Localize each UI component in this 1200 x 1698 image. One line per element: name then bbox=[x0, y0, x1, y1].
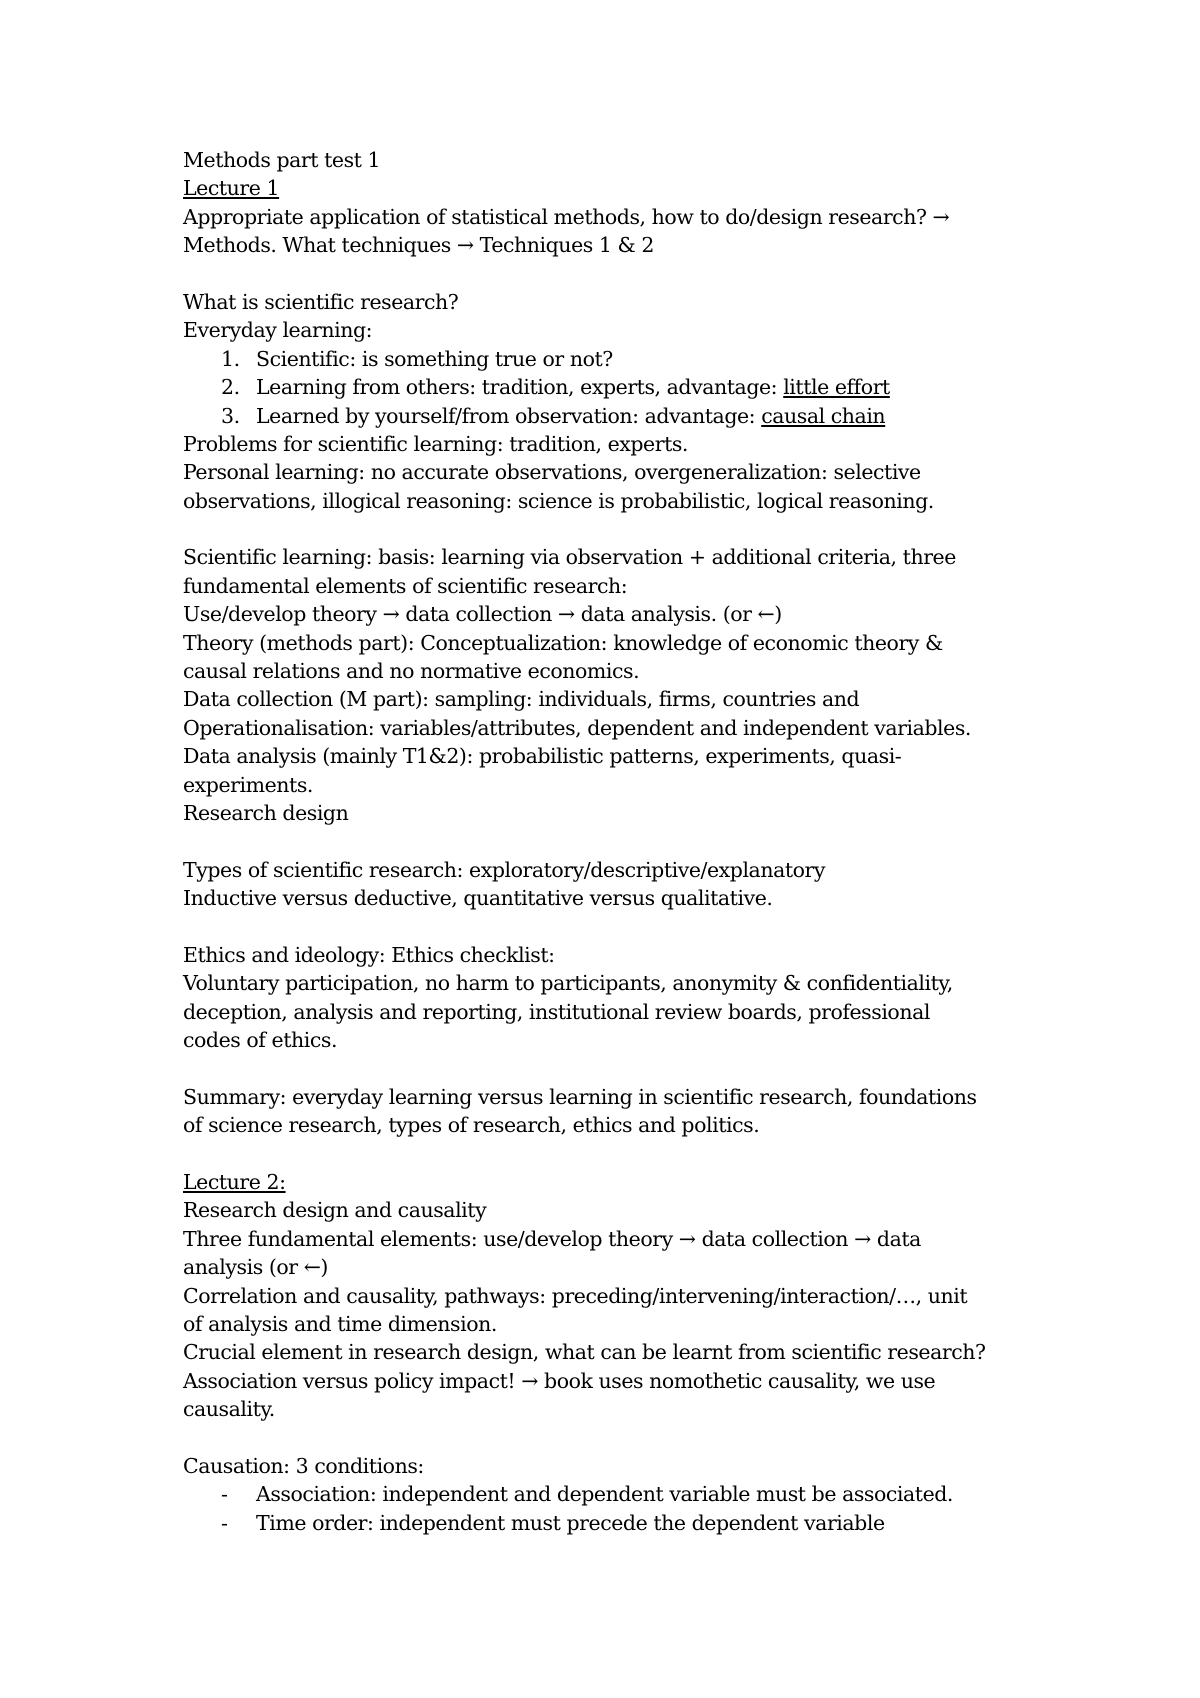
paragraph-line: Research design and causality bbox=[183, 1198, 487, 1223]
paragraph-line: Crucial element in research design, what can be learnt from scientific research? bbox=[183, 1340, 986, 1365]
paragraph-line: Methods. What techniques → Techniques 1 & 2 bbox=[183, 233, 654, 258]
list-item bbox=[183, 1480, 1083, 1508]
paragraph-line: Summary: everyday learning versus learning in scientific research, foundations bbox=[183, 1084, 977, 1109]
list-item bbox=[183, 1509, 1083, 1537]
list-item-text: Learning from others: tradition, experts, advantage: bbox=[256, 375, 784, 400]
list-item bbox=[183, 345, 1083, 373]
paragraph-line: Causation: 3 conditions: bbox=[183, 1453, 424, 1478]
paragraph-line: experiments. bbox=[183, 772, 313, 797]
underlined-text: little effort bbox=[783, 375, 890, 400]
paragraph-line: Appropriate application of statistical methods, how to do/design research? → bbox=[183, 204, 950, 229]
paragraph-line: causality. bbox=[183, 1397, 275, 1422]
dash-bullet: - bbox=[221, 1510, 228, 1535]
list-item-text: Time order: independent must precede the dependent variable bbox=[256, 1510, 885, 1535]
document-title: Methods part test 1 bbox=[183, 148, 381, 172]
list-item-text: Scientific: is something true or not? bbox=[256, 346, 613, 371]
document-body bbox=[183, 146, 1083, 1537]
paragraph-line: Everyday learning: bbox=[183, 318, 373, 343]
paragraph-line: Association versus policy impact! → book uses nomothetic causality, we use bbox=[183, 1368, 936, 1393]
lecture-1-heading: Lecture 1 bbox=[183, 176, 280, 201]
paragraph-line: Voluntary participation, no harm to participants, anonymity & confidentiality, bbox=[183, 971, 953, 996]
list-marker: 2. bbox=[221, 375, 240, 400]
paragraph-line: Problems for scientific learning: tradition, experts. bbox=[183, 431, 688, 456]
paragraph-line: causal relations and no normative economics. bbox=[183, 659, 640, 684]
paragraph-line: Inductive versus deductive, quantitative versus qualitative. bbox=[183, 886, 773, 911]
list-marker: 3. bbox=[221, 403, 240, 428]
paragraph-line: Use/develop theory → data collection → data analysis. (or ←) bbox=[183, 602, 782, 627]
paragraph-line: observations, illogical reasoning: science is probabilistic, logical reasoning. bbox=[183, 488, 934, 513]
list-item bbox=[183, 373, 1083, 401]
paragraph-line: codes of ethics. bbox=[183, 1028, 338, 1053]
paragraph-line: Personal learning: no accurate observations, overgeneralization: selective bbox=[183, 460, 921, 485]
paragraph-line: Theory (methods part): Conceptualization: knowledge of economic theory & bbox=[183, 630, 943, 655]
list-marker: 1. bbox=[221, 346, 240, 371]
paragraph-line: What is scientific research? bbox=[183, 289, 459, 314]
list-item-text: Association: independent and dependent variable must be associated. bbox=[256, 1482, 953, 1507]
paragraph-line: Operationalisation: variables/attributes, dependent and independent variables. bbox=[183, 715, 971, 740]
paragraph-line: Scientific learning: basis: learning via observation + additional criteria, three bbox=[183, 545, 956, 570]
paragraph-line: Data analysis (mainly T1&2): probabilistic patterns, experiments, quasi- bbox=[183, 744, 902, 769]
paragraph-line: Research design bbox=[183, 800, 349, 825]
paragraph-line: deception, analysis and reporting, institutional review boards, professional bbox=[183, 999, 930, 1024]
paragraph-line: of analysis and time dimension. bbox=[183, 1312, 497, 1337]
paragraph-line: Correlation and causality, pathways: preceding/intervening/interaction/…, unit bbox=[183, 1283, 968, 1308]
dash-bullet: - bbox=[221, 1482, 228, 1507]
list-item-text: Learned by yourself/from observation: advantage: bbox=[256, 403, 762, 428]
paragraph-line: Ethics and ideology: Ethics checklist: bbox=[183, 942, 555, 967]
paragraph-line: Three fundamental elements: use/develop theory → data collection → data bbox=[183, 1226, 921, 1251]
paragraph-line: of science research, types of research, ethics and politics. bbox=[183, 1113, 760, 1138]
underlined-text: causal chain bbox=[761, 403, 886, 428]
paragraph-line: fundamental elements of scientific research: bbox=[183, 573, 628, 598]
paragraph-line: analysis (or ←) bbox=[183, 1255, 328, 1280]
lecture-2-heading: Lecture 2: bbox=[183, 1170, 286, 1195]
paragraph-line: Types of scientific research: exploratory/descriptive/explanatory bbox=[183, 857, 826, 882]
list-item bbox=[183, 402, 1083, 430]
paragraph-line: Data collection (M part): sampling: individuals, firms, countries and bbox=[183, 687, 860, 712]
